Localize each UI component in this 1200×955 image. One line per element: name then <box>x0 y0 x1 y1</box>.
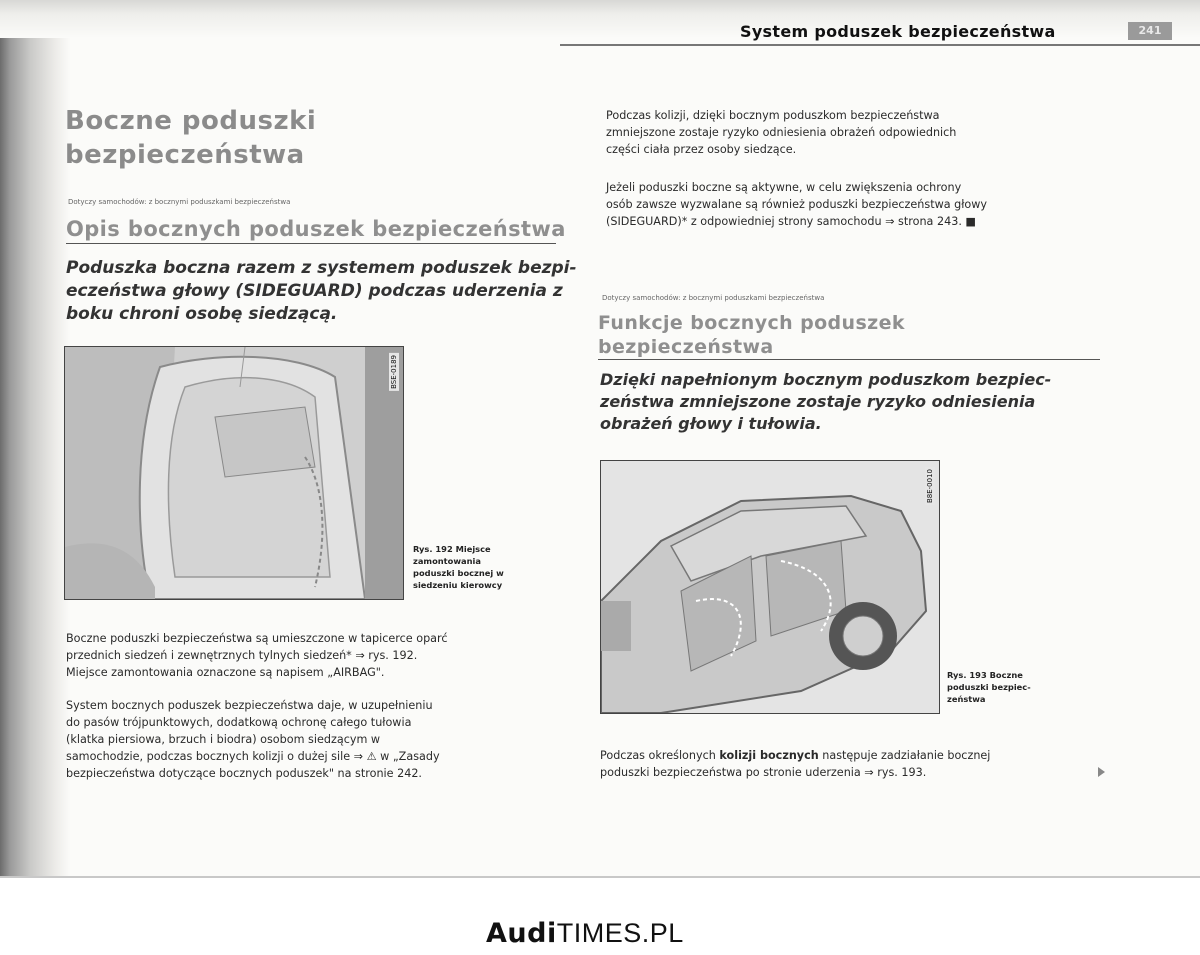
figure-car <box>600 460 940 714</box>
lead-paragraph-2: Dzięki napełnionym bocznym poduszkom bezpiec- zeństwa zmniejszone zostaje ryzyko odniesienia obrażeń głowy i tułowia. <box>600 370 1052 433</box>
body-paragraph-5: Podczas określonych kolizji bocznych następuje zadziałanie bocznej poduszki bezpieczeństwa po stronie uderzenia ⇒ rys. 193. <box>600 749 991 779</box>
body-paragraph-1: Boczne poduszki bezpieczeństwa są umieszczone w tapicerce oparć przednich siedzeń i zewnętrznych tylnych siedzeń* ⇒ rys. 192. Miejsce zamontowania oznaczone są napisem „AIRBAG". <box>66 632 448 679</box>
page-bottom-edge <box>0 876 1200 878</box>
figure-caption-2: Rys. 193 Boczne poduszki bezpiec- zeństwa <box>947 670 1031 704</box>
header-rule <box>560 44 1200 46</box>
section-rule-2 <box>598 359 1100 360</box>
figure-code: BSE-0189 <box>390 355 398 389</box>
applies-to-note: Dotyczy samochodów: z bocznymi poduszkami bezpieczeństwa <box>68 198 291 206</box>
emphasis-text: kolizji bocznych <box>719 749 819 762</box>
lead-paragraph: Poduszka boczna razem z systemem poduszek bezpi- eczeństwa głowy (SIDEGUARD) podczas uderzenia z boku chroni osobę siedzącą. <box>66 258 577 324</box>
car-illustration <box>601 461 939 713</box>
body-paragraph-3: Podczas kolizji, dzięki bocznym poduszkom bezpieczeństwa zmniejszone zostaje ryzyko odniesienia obrażeń odpowiednich części ciała przez osoby siedzące. <box>606 109 957 156</box>
seat-illustration <box>65 347 403 599</box>
figure-caption: Rys. 192 Miejsce zamontowania poduszki bocznej w siedzeniu kierowcy <box>413 544 504 590</box>
applies-to-note-2: Dotyczy samochodów: z bocznymi poduszkami bezpieczeństwa <box>602 294 825 302</box>
section-rule <box>66 243 556 244</box>
running-header: System poduszek bezpieczeństwa <box>740 22 1056 41</box>
body-paragraph-2: System bocznych poduszek bezpieczeństwa daje, w uzupełnieniu do pasów trójpunktowych, dodatkową ochronę całego tułowia (klatka piersiowa, brzuch i biodra) osobom siedzącym w samochodzie, podczas bocznych kolizji o dużej sile ⇒ ⚠ w „Zasady bezpieczeństwa dotyczące bocznych poduszek" na stronie 242. <box>66 699 440 780</box>
chapter-title: Boczne poduszki bezpieczeństwa <box>65 106 317 170</box>
continue-arrow-icon <box>1098 767 1105 777</box>
figure-seat <box>64 346 404 600</box>
page-number: 241 <box>1128 22 1172 40</box>
page-spine-shadow <box>0 0 70 878</box>
section-title-2: Funkcje bocznych poduszek bezpieczeństwa <box>598 312 905 358</box>
section-title: Opis bocznych poduszek bezpieczeństwa <box>66 217 566 241</box>
site-logo: AudiTIMES.PL <box>486 918 684 949</box>
figure-code-2: B8E-0010 <box>926 469 934 504</box>
body-paragraph-4: Jeżeli poduszki boczne są aktywne, w celu zwiększenia ochrony osób zawsze wyzwalane są również poduszki bezpieczeństwa głowy (SIDEGUARD)* z odpowiedniej strony samochodu ⇒ strona 243. ■ <box>606 181 988 228</box>
